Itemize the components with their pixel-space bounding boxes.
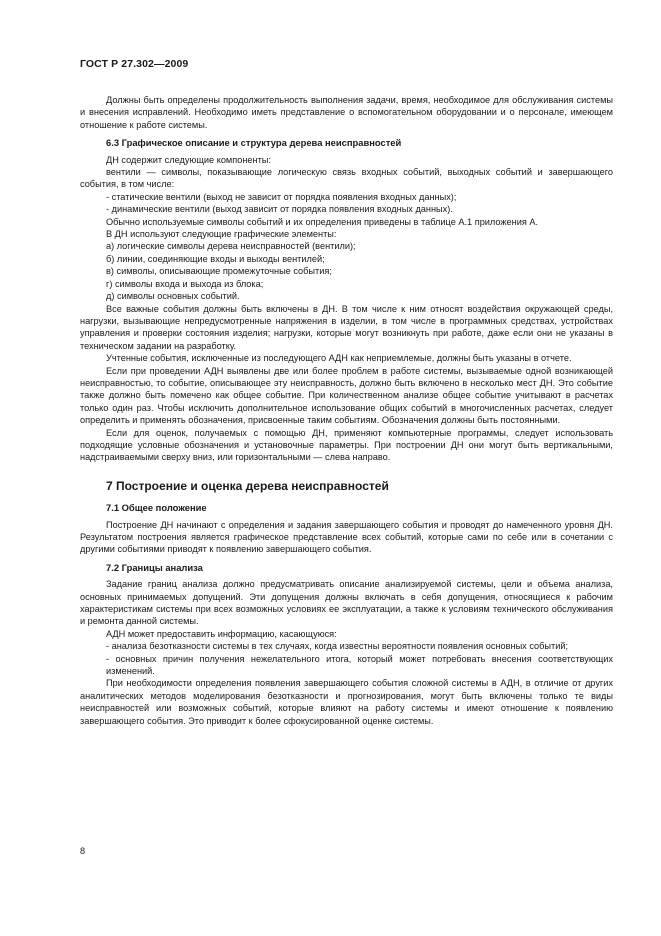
list-item: - динамические вентили (выход зависит от порядка появления входных данных). <box>106 204 453 215</box>
paragraph: В ДН используют следующие графические элементы: <box>106 229 337 240</box>
section-7-2-heading: 7.2 Границы анализа <box>106 561 203 573</box>
paragraph: Обычно используемые символы событий и их определения приведены в таблице А.1 приложения А. <box>106 216 539 227</box>
list-item: б) линии, соединяющие входы и выходы вентилей; <box>106 253 325 264</box>
list-item: а) логические символы дерева неисправностей (вентили); <box>106 241 356 252</box>
list-item: - статические вентили (выход не зависит от порядка появления входных данных); <box>106 191 457 202</box>
paragraph: Построение ДН начинают с определения и задания завершающего события и проводят до намеченного уровня ДН. Результатом построения является графическое представление всех событий, которые сами по себе или в сочетании с другими событиями приводят к появлению завершающего события. <box>80 519 613 555</box>
paragraph: Если для оценок, получаемых с помощью ДН, применяют компьютерные программы, следует использовать подходящие условные обозначения и установочные параметры. При построении ДН они могут быть вертикальными, надстраиваемыми сверху вниз, или горизонтальными — слева направо. <box>80 427 613 463</box>
list-item: в) символы, описывающие промежуточные события; <box>106 266 332 277</box>
document-body <box>80 94 613 727</box>
paragraph: АДН может предоставить информацию, касающуюся: <box>106 628 337 639</box>
paragraph: Задание границ анализа должно предусматривать описание анализируемой системы, цели и объема анализа, основных принимаемых допущений. Эти допущения должны включать в себя допущения, относящиеся к рабочим характеристикам системы при всех возможных условиях ее эксплуатации, а также к условиям технического обслуживания и ремонта данной системы. <box>80 579 613 627</box>
paragraph: Учтенные события, исключенные из последующего АДН как неприемлемые, должны быть указаны в отчете. <box>106 353 572 364</box>
list-item: д) символы основных событий. <box>106 291 240 302</box>
intro-paragraph: Должны быть определены продолжительность выполнения задачи, время, необходимое для обслуживания системы и внесения исправлений. Необходимо иметь представление о вспомогательном оборудовании и о персонале, имеющем отношение к работе системы. <box>80 95 613 130</box>
paragraph: вентили — символы, показывающие логическую связь входных событий, выходных событий и завершающего события, в том числе: <box>80 167 613 190</box>
paragraph: ДН содержит следующие компоненты: <box>106 154 271 165</box>
section-7-heading: 7 Построение и оценка дерева неисправностей <box>106 478 389 493</box>
page-number: 8 <box>80 846 86 856</box>
document-header: ГОСТ Р 27.302—2009 <box>80 58 189 70</box>
paragraph: Если при проведении АДН выявлены две или более проблем в работе системы, вызываемые одной возникающей неисправностью, то событие, описывающее эту неисправность, должно быть включено в несколько мест ДН. Это событие также должно быть помечено как общее событие. При количественном анализе общее событие учитывают в расчетах только один раз. Чтобы исключить дополнительное использование общих событий в многочисленных расчетах, следует определить и применять обозначения, присвоенные таким событиям. Обозначения должны быть постоянными. <box>80 365 613 426</box>
list-item: - анализа безотказности системы в тех случаях, когда известны вероятности появления основных событий; <box>106 641 569 652</box>
section-7-1-heading: 7.1 Общее положение <box>106 502 207 514</box>
paragraph: При необходимости определения появления завершающего события сложной системы в АДН, в отличие от других аналитических методов моделирования безотказности и прогнозирования, могут быть включены только те виды неисправностей или возможных событий, которые влияют на работу системы и имеют отношение к появлению завершающего события. Это приводит к более сфокусированной оценке системы. <box>80 678 613 726</box>
list-item: г) символы входа и выхода из блока; <box>106 278 264 289</box>
section-6-3-heading: 6.3 Графическое описание и структура дерева неисправностей <box>106 137 402 149</box>
list-item: - основных причин получения нежелательного итога, который может потребовать внесения соответствующих изменений. <box>106 653 613 677</box>
paragraph: Все важные события должны быть включены в ДН. В том числе к ним относят воздействия окружающей среды, нагрузки, вызывающие непредусмотренные напряжения в изделии, в том числе в программных средствах, устройствах управления и проверки состояния изделия; нагрузки, которые могут возникнуть при работе, даже если они не указаны в техническом задании на разработку. <box>80 303 613 351</box>
